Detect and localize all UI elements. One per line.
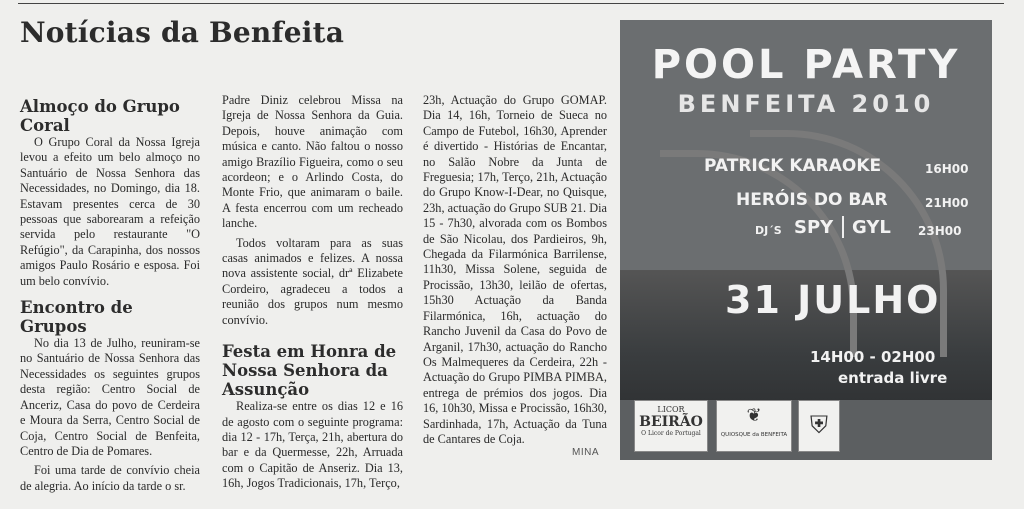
event-date: 31 JULHO [725, 278, 941, 322]
logo-quiosque: ❦ QUIOSQUE da BENFEITA [716, 400, 792, 452]
dj-separator [842, 216, 844, 238]
dj-gyl: GYL [852, 217, 891, 238]
poster-title: POOL PARTY [651, 42, 961, 88]
dj-spy: SPY [794, 217, 834, 238]
time-2: 21H00 [925, 196, 969, 210]
act-herois-do-bar: HERÓIS DO BAR [736, 190, 888, 210]
paragraph-almoco: O Grupo Coral da Nossa Igreja levou a efeito um belo almoço no Santuário de Nossa Senhora das Necessidades, no Domingo, dia 18. Estavam presentes cerca de 30 pessoas que saborearam a refeição servida pelo restaurante "O Refúgio", da Carapinha, dos nossos amigos Paulo Rosário e esposa. Foi um belo convívio. [20, 135, 200, 288]
coat-of-arms-icon: ⛨ [810, 411, 828, 439]
top-rule [18, 3, 1004, 4]
event-hours: 14H00 - 02H00 [810, 348, 936, 366]
column-2 [222, 93, 403, 492]
column-3 [423, 93, 607, 447]
paragraph-convivio: Foi uma tarde de convívio cheia de alegria. Ao início da tarde o sr. [20, 463, 200, 493]
column-1 [20, 97, 200, 494]
act-patrick-karaoke: PATRICK KARAOKE [704, 156, 882, 176]
paragraph-programa: 23h, Actuação do Grupo GOMAP. Dia 14, 16h, Torneio de Sueca no Campo de Futebol, 16h30, Aprender é divertido - Histórias de Encantar, no Salão Nobre da Junta de Freguesia; 17h, Terço, 21h, Actuação do Grupo Know-I-Dear, no Quisque, 23h, actuação do Grupo SUB 21. Dia 15 - 7h30, alvorada com os Bombos de São Nicolau, dos Pardieiros, 9h, Chegada da Filarmónica Barrilense, 11h30, Missa Solene, seguida de Procissão, 13h30, leilão de ofertas, 15h30 Actuação da Banda Filarmónica, 16h, actuação do Rancho Juvenil da Casa do Povo de Arganil, 17h30, actuação do Rancho Os Malmequeres da Cerdeira, 22h - Actuação do Grupo PIMBA PIMBA, entrega de prémios dos jogos. Dia 16, 10h30, Missa e Procissão, 16h30, Sardinhada, 17h, Actuação da Tuna de Cantares de Coja. [423, 93, 607, 446]
poster-subtitle: BENFEITA 2010 [677, 90, 935, 118]
logo-coat-of-arms [798, 400, 840, 452]
paragraph-encontro: No dia 13 de Julho, reuniram-se no Santuário de Nossa Senhora das Necessidades os seguintes grupos desta região: Centro Social de Anceriz, Casa do povo de Cerdeira e Moura da Serra, Centro Social de Coja, Centro Social de Benfeita, Centro de Dia de Pomares. [20, 336, 200, 458]
pool-party-poster [620, 20, 992, 460]
page-title: Notícias da Benfeita [20, 16, 345, 49]
logo-licor-beirao: LICOR BEIRÃO O Licor de Portugal [634, 400, 708, 452]
time-3: 23H00 [918, 224, 962, 238]
heading-festa: Festa em Honra de Nossa Senhora da Assunção [222, 342, 397, 400]
entry-free: entrada livre [838, 369, 948, 387]
author-credit: MINA [572, 447, 599, 458]
quiosque-emblem-icon: ❦ [746, 405, 762, 426]
paragraph-festa: Realiza-se entre os dias 12 e 16 de agosto com o seguinte programa: dia 12 - 17h, Terça, 21h, abertura do bar e da Quermesse, 22h, Arruada com o Capitão de Anseriz. Dia 13, 16h, Jogos Tradicionais, 17h, Terço, [222, 399, 403, 491]
sponsor-bar [620, 400, 992, 460]
time-1: 16H00 [925, 162, 969, 176]
djs-label: DJ´S [755, 224, 782, 237]
heading-encontro: Encontro de Grupos [20, 298, 133, 337]
paragraph-voltaram: Todos voltaram para as suas casas animados e felizes. A nossa nova assistente social, drª Elizabete Cordeiro, agradeceu a todos a reunião dos grupos num mesmo convívio. [222, 235, 403, 327]
paragraph-missa: Padre Diniz celebrou Missa na Igreja de Nossa Senhora da Guia. Depois, houve animação com música e canto. Não faltou o nosso amigo Brazílio Figueira, como o seu acordeon; e o Arlindo Costa, do Monte Frio, que animaram o baile. A festa encerrou com um recheado lanche. [222, 93, 403, 231]
heading-almoco: Almoço do Grupo Coral [20, 97, 180, 135]
